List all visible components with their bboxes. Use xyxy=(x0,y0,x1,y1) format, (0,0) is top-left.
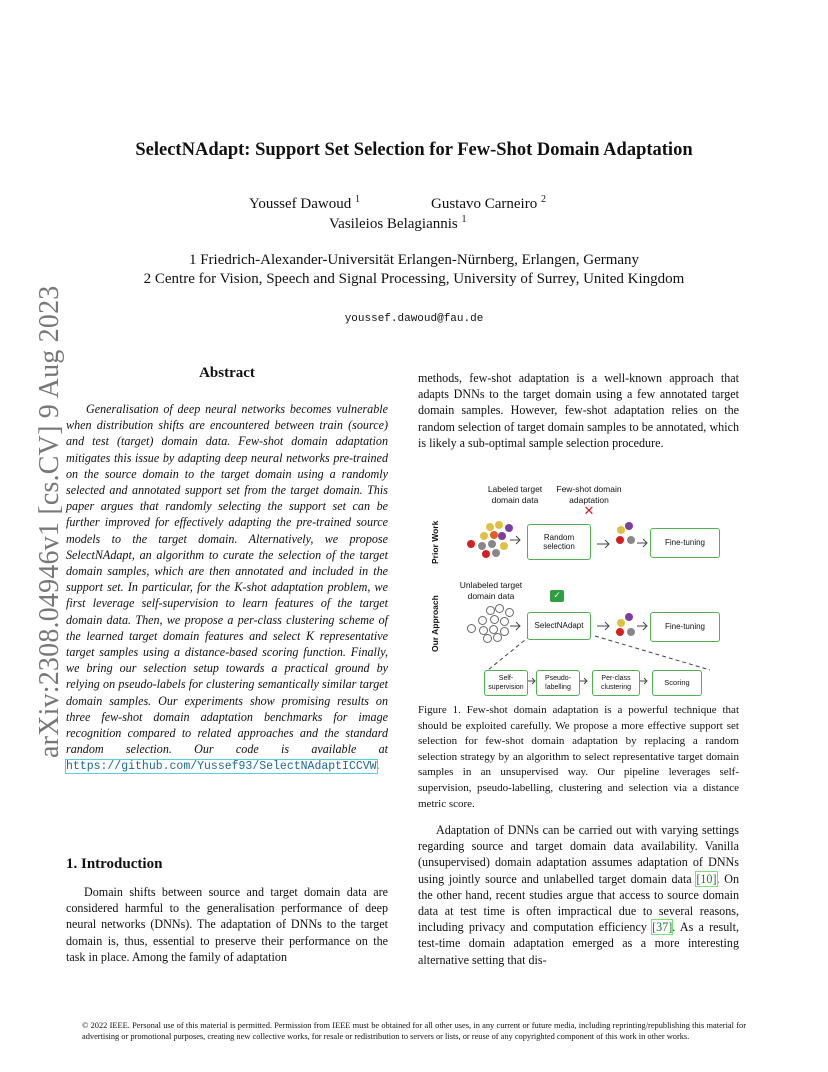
unlabeled-sample-dot xyxy=(505,608,514,617)
selected-sample-dot xyxy=(625,613,633,621)
step-scoring-label: Scoring xyxy=(664,678,690,688)
labeled-sample-dot xyxy=(488,540,496,548)
labeled-sample-dot xyxy=(492,549,500,557)
citation-37[interactable]: [37] xyxy=(652,920,673,935)
body-text-2: . On the other hand, recent studies argue that access to source domain data at test time is often impractical due to several reasons, including privacy and computation efficiency xyxy=(418,871,739,935)
introduction-body xyxy=(66,884,388,965)
copyright-footer: © 2022 IEEE. Personal use of this material is permitted. Permission from IEEE must be obtained for all other uses, in any current or future media, including reprinting/republishing this material for advertising or promotional purposes, creating new collective works, for resale or redistribution to servers or lists, or reuse of any copyrighted component of this work in other works. xyxy=(82,1021,746,1041)
selected-sample-dot xyxy=(625,522,633,530)
author-3-affil: 1 xyxy=(461,214,467,225)
figure-1 xyxy=(420,476,740,698)
step-per-class-clustering xyxy=(592,670,640,696)
arrow-icon xyxy=(597,540,609,548)
selected-sample-dot xyxy=(617,619,625,627)
arrow-icon xyxy=(637,622,647,630)
labeled-sample-dot xyxy=(482,550,490,558)
labeled-sample-dot xyxy=(498,532,506,540)
cross-icon: ✕ xyxy=(583,503,595,518)
author-2-affil: 2 xyxy=(540,194,546,205)
introduction-heading: 1. Introduction xyxy=(66,856,163,872)
finetune-box-top xyxy=(650,528,720,558)
selected-sample-dot xyxy=(616,628,624,636)
selected-sample-dot xyxy=(627,536,635,544)
right-column-paragraph: methods, few-shot adaptation is a well-known approach that adapts DNNs to the target domain using a few annotated target domain samples. However, few-shot adaptation relies on the random selection of target domain samples to be annotated, which is likely a sub-optimal sample selection procedure. xyxy=(418,371,739,450)
author-1-name: Youssef Dawoud xyxy=(249,196,352,212)
selected-sample-dot xyxy=(627,628,635,636)
step-pseudo-labelling xyxy=(536,670,580,696)
selected-sample-dot xyxy=(617,526,625,534)
unlabeled-sample-dot xyxy=(495,604,504,613)
finetune-box-bottom xyxy=(650,612,720,642)
labeled-sample-dot xyxy=(490,531,498,539)
labeled-sample-dot xyxy=(486,523,494,531)
unlabeled-sample-dot xyxy=(490,615,499,624)
unlabeled-sample-dot xyxy=(493,633,502,642)
unlabeled-sample-dot xyxy=(486,606,495,615)
check-icon: ✓ xyxy=(550,590,564,602)
author-1 xyxy=(249,194,360,213)
step-self-supervision-label: Self-supervision xyxy=(488,674,524,691)
random-selection-label: Random selection xyxy=(543,532,575,551)
abstract-heading: Abstract xyxy=(199,365,255,381)
affiliation-1: 1 Friedrich-Alexander-Universität Erlangen-Nürnberg, Erlangen, Germany xyxy=(188,252,640,268)
right-column-body xyxy=(418,822,739,968)
body-text-3: . As a result, test-time domain adaptation emerged as a more interesting alternative setting that dis- xyxy=(418,920,739,967)
finetune-top-label: Fine-tuning xyxy=(664,538,706,548)
labeled-data-title: Labeled target domain data xyxy=(487,484,543,505)
author-2 xyxy=(431,194,546,213)
unlabeled-sample-dot xyxy=(500,617,509,626)
step-pseudo-labelling-label: Pseudo-labelling xyxy=(544,674,572,691)
random-selection-box xyxy=(527,524,591,560)
unlabeled-sample-dot xyxy=(483,634,492,643)
finetune-bottom-label: Fine-tuning xyxy=(664,622,706,632)
unlabeled-sample-dot xyxy=(478,616,487,625)
selectnadapt-label: SelectNAdapt xyxy=(534,621,584,631)
fewshot-title: Few-shot domain adaptation xyxy=(556,484,622,505)
introduction-paragraph: Domain shifts between source and target domain data are considered harmful to the generalisation performance of deep neural networks (DNNs). The adaptation of DNNs to the target domain is, thus, essential to preserve their performance on the task in place. Among the family of adaptation xyxy=(66,885,388,964)
citation-10[interactable]: [10] xyxy=(696,871,717,886)
author-1-affil: 1 xyxy=(354,194,360,205)
labeled-sample-dot xyxy=(467,540,475,548)
labeled-sample-dot xyxy=(500,542,508,550)
labeled-sample-dot xyxy=(505,524,513,532)
arrow-icon xyxy=(637,539,647,547)
our-approach-label: Our Approach xyxy=(430,595,440,652)
selected-sample-dot xyxy=(616,536,624,544)
labeled-sample-dot xyxy=(495,521,503,529)
code-link[interactable]: https://github.com/Yussef93/SelectNAdaptICCVW xyxy=(66,760,377,774)
author-2-name: Gustavo Carneiro xyxy=(431,196,538,212)
paper-title: SelectNAdapt: Support Set Selection for Few-Shot Domain Adaptation xyxy=(135,140,693,160)
arrow-icon xyxy=(510,622,520,630)
selectnadapt-box xyxy=(527,612,591,640)
step-clustering-label: Per-class clustering xyxy=(601,674,631,691)
step-self-supervision xyxy=(484,670,528,696)
abstract-end: . xyxy=(376,758,380,773)
right-column-intro xyxy=(418,370,739,451)
arrow-icon xyxy=(597,622,609,630)
unlabeled-data-title: Unlabeled target domain data xyxy=(459,580,523,601)
unlabeled-sample-dot xyxy=(467,624,476,633)
abstract-body xyxy=(66,401,388,776)
arrow-icon xyxy=(510,536,520,544)
author-3-name: Vasileios Belagiannis xyxy=(329,216,458,232)
arxiv-identifier-text: arXiv:2308.04946v1 [cs.CV] 9 Aug 2023 xyxy=(34,285,65,758)
affiliation-2: 2 Centre for Vision, Speech and Signal Processing, University of Surrey, United Kingdom xyxy=(143,271,685,287)
prior-work-label: Prior Work xyxy=(430,520,440,564)
abstract-text: Generalisation of deep neural networks becomes vulnerable when distribution shifts are encountered between train (source) and test (target) domain data. Few-shot domain adaptation mitigates this issue by adapting deep neural networks pre-trained on the source domain to the target domain using a randomly selected and annotated support set from the target domain. This paper argues that randomly selecting the support set can be further improved for effectively adapting the pre-trained source models to the target domain. Alternatively, we propose SelectNAdapt, an algorithm to curate the selection of the target domain samples, which are then annotated and included in the support set. In particular, for the K-shot adaptation problem, we first leverage self-supervision to learn features of the target domain data. Then, we propose a per-class clustering scheme of the learned target domain features and select K representative target samples using a distance-based scoring function. Finally, we bring our selection setup towards a practical ground by relying on pseudo-labels for clustering semantically similar target domain samples. Our experiments show promising results on three few-shot domain adaptation benchmarks for image recognition compared to related approaches and the standard random selection. Our code is available at xyxy=(66,402,388,757)
step-scoring xyxy=(652,670,702,696)
figure-1-caption: Figure 1. Few-shot domain adaptation is a powerful technique that should be exploited carefully. We propose a more effective support set selection for few-shot domain adaptation by replacing a random selection strategy by an algorithm to select representative target domain samples in an unsupervised way. Our pipeline leverages self-supervision, pseudo-labelling, clustering and selection via a distance metric score. xyxy=(418,704,739,810)
body-text-1: Adaptation of DNNs can be carried out with varying settings regarding source and target domain data availability. Vanilla (unsupervised) domain adaptation assumes adaptation of DNNs using jointly source and unlabelled target domain data xyxy=(418,823,739,886)
labeled-sample-dot xyxy=(478,542,486,550)
arxiv-identifier xyxy=(34,285,65,758)
labeled-sample-dot xyxy=(480,532,488,540)
author-email[interactable]: youssef.dawoud@fau.de xyxy=(344,313,484,325)
author-3 xyxy=(329,214,466,233)
